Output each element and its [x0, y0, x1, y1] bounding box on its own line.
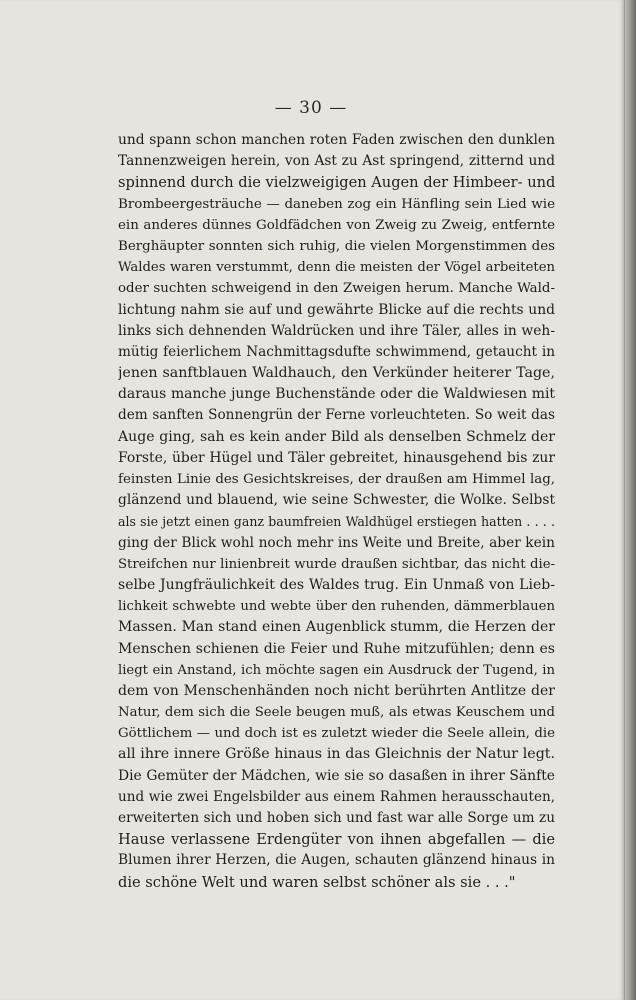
text-line: Göttlichem — und doch ist es zuletzt wieder die Seele allein, die	[118, 726, 555, 742]
text-line: als sie jetzt einen ganz baumfreien Waldhügel erstiegen hatten . . . .	[118, 514, 555, 530]
text-line: dem von Menschenhänden noch nicht berührten Antlitze der	[118, 682, 555, 699]
text-line: liegt ein Anstand, ich möchte sagen ein Ausdruck der Tugend, in	[118, 662, 555, 678]
text-line: jenen sanftblauen Waldhauch, den Verkünder heiterer Tage,	[118, 365, 555, 382]
text-line: Forste, über Hügel und Täler gebreitet, hinausgehend bis zur	[118, 449, 555, 466]
text-line: Tannenzweigen herein, von Ast zu Ast springend, zitternd und	[118, 153, 555, 170]
text-line: Auge ging, sah es kein ander Bild als denselben Schmelz der	[118, 428, 555, 445]
text-line: ein anderes dünnes Goldfädchen von Zweig zu Zweig, entfernte	[118, 217, 555, 233]
text-line: Massen. Man stand einen Augenblick stumm, die Herzen der	[118, 619, 555, 636]
text-line: und spann schon manchen roten Faden zwischen den dunklen	[118, 132, 555, 148]
text-line: oder suchten schweigend in den Zweigen herum. Manche Wald-	[118, 281, 555, 297]
text-line: ging der Blick wohl noch mehr ins Weite und Breite, aber kein	[118, 534, 555, 551]
text-line: Hause verlassene Erdengüter von ihnen abgefallen — die	[118, 831, 555, 849]
text-line: mütig feierlichem Nachmittagsdufte schwimmend, getaucht in	[118, 343, 555, 360]
text-line: Waldes waren verstummt, denn die meisten der Vögel arbeiteten	[118, 260, 555, 276]
text-line: Natur, dem sich die Seele beugen muß, als etwas Keuschem und	[118, 705, 555, 721]
page-number: — 30 —	[274, 98, 348, 118]
text-line: selbe Jungfräulichkeit des Waldes trug. Ein Unmaß von Lieb-	[118, 576, 555, 593]
text-line: Blumen ihrer Herzen, die Augen, schauten glänzend hinaus in	[118, 852, 555, 869]
text-line: und wie zwei Engelsbilder aus einem Rahmen herausschauten,	[118, 788, 555, 805]
text-line: Berghäupter sonnten sich ruhig, die vielen Morgenstimmen des	[118, 238, 555, 254]
text-line: erweiterten sich und hoben sich und fast war alle Sorge um zu	[118, 810, 555, 826]
text-line: daraus manche junge Buchenstände oder die Waldwiesen mit	[118, 386, 555, 403]
text-line: Die Gemüter der Mädchen, wie sie so dasaßen in ihrer Sänfte	[118, 767, 555, 784]
page-edge-line	[624, 0, 625, 1000]
text-line: links sich dehnenden Waldrücken und ihre Täler, alles in weh-	[118, 322, 555, 339]
text-line: lichtung nahm sie auf und gewährte Blicke auf die rechts und	[118, 301, 555, 318]
text-line: dem sanften Sonnengrün der Ferne vorleuchteten. So weit das	[118, 407, 555, 424]
body-text	[118, 130, 555, 893]
text-line: Brombeergesträuche — daneben zog ein Hänfling sein Lied wie	[118, 196, 555, 212]
text-line: lichkeit schwebte und webte über den ruhenden, dämmerblauen	[118, 599, 555, 615]
text-line: die schöne Welt und waren selbst schöner als sie . . ."	[118, 873, 516, 891]
text-line: all ihre innere Größe hinaus in das Gleichnis der Natur legt.	[118, 746, 555, 763]
text-line: spinnend durch die vielzweigigen Augen der Himbeer- und	[118, 174, 555, 192]
text-line: glänzend und blauend, wie seine Schwester, die Wolke. Selbst	[118, 492, 555, 509]
text-line: feinsten Linie des Gesichtskreises, der draußen am Himmel lag,	[118, 472, 555, 487]
text-line: Streifchen nur linienbreit wurde draußen sichtbar, das nicht die-	[118, 556, 555, 572]
text-line: Menschen schienen die Feier und Ruhe mitzufühlen; denn es	[118, 640, 555, 657]
